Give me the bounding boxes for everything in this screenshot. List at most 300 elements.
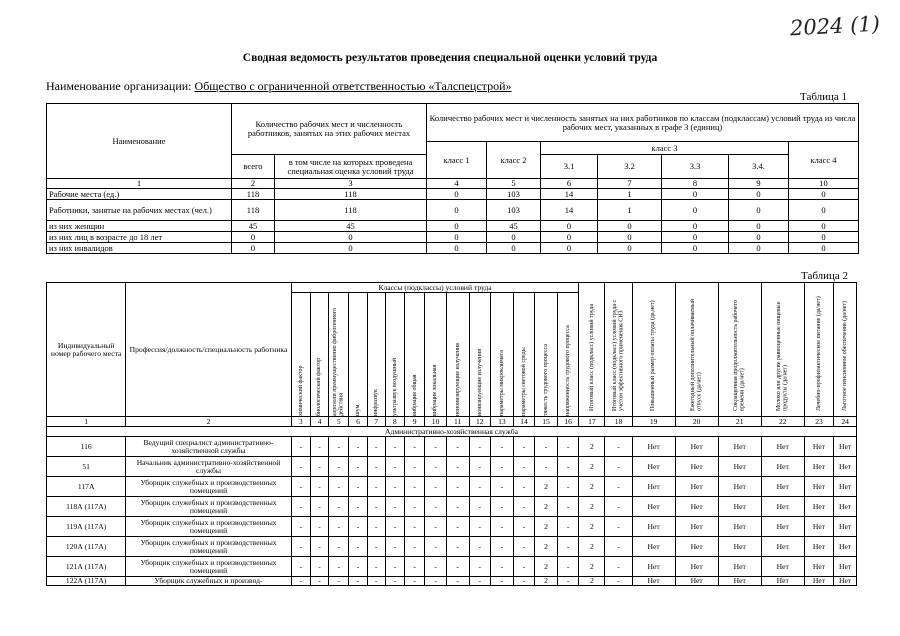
column-number-row — [47, 179, 859, 189]
table-cell: - — [557, 497, 579, 517]
table-cell: Нет — [675, 577, 718, 586]
table-cell: - — [385, 457, 404, 477]
table-cell: - — [425, 577, 447, 586]
organization-name: Общество с ограниченной ответственностью «Талспецстрой» — [194, 79, 512, 93]
header-sub: 3.2 — [598, 155, 662, 179]
profession: Уборщик служебных и производственных помещений — [126, 477, 291, 497]
column-number: 5 — [329, 417, 349, 427]
table-cell: - — [513, 517, 535, 537]
table-cell: Нет — [834, 477, 857, 497]
workplace-id: 116 — [47, 437, 126, 457]
table-cell: Нет — [632, 457, 675, 477]
table-cell: - — [329, 497, 349, 517]
table-cell: - — [605, 537, 632, 557]
workplace-id: 118А (117А) — [47, 497, 126, 517]
column-number: 4 — [427, 179, 487, 189]
column-number: 2 — [126, 417, 291, 427]
table-cell: - — [329, 517, 349, 537]
table-cell: - — [291, 437, 310, 457]
organization-label: Наименование организации: — [46, 79, 192, 93]
table-row — [47, 577, 857, 586]
table-cell: - — [425, 457, 447, 477]
table-cell: - — [310, 577, 328, 586]
column-number-row — [47, 417, 857, 427]
table-cell: - — [491, 457, 514, 477]
table-cell: - — [469, 557, 491, 577]
table-cell: - — [557, 537, 579, 557]
table-cell: Нет — [632, 517, 675, 537]
table-cell: Нет — [761, 557, 804, 577]
table-cell: - — [425, 497, 447, 517]
column-number: 9 — [729, 179, 789, 189]
header-factor: ультразвук воздушный — [385, 293, 404, 417]
table-cell: - — [329, 537, 349, 557]
table-row — [47, 477, 857, 497]
table-cell: Нет — [804, 437, 833, 457]
table-cell: 118 — [232, 200, 275, 221]
table-cell: - — [367, 557, 385, 577]
column-number: 14 — [513, 417, 535, 427]
table-cell: - — [557, 477, 579, 497]
table-cell: 2 — [579, 457, 605, 477]
table-cell: 0 — [729, 221, 789, 232]
table-cell: - — [291, 537, 310, 557]
column-number: 2 — [232, 179, 275, 189]
table-cell: - — [404, 497, 424, 517]
table-cell: - — [367, 517, 385, 537]
table-cell: Нет — [761, 517, 804, 537]
section-title: Административно-хозяйственная служба — [47, 427, 857, 437]
column-number: 3 — [275, 179, 427, 189]
column-number: 15 — [535, 417, 558, 427]
header-factor: Сокращенная продолжительность рабочего времени (да/нет) — [718, 283, 761, 417]
table-cell: - — [349, 537, 367, 557]
table-cell: - — [557, 557, 579, 577]
table-cell: - — [385, 497, 404, 517]
table-cell: - — [605, 517, 632, 537]
header-factor: напряженность трудового процесса — [557, 293, 579, 417]
table-cell: 1 — [598, 200, 662, 221]
table-cell: Нет — [718, 477, 761, 497]
table-cell: - — [491, 477, 514, 497]
table-cell: Нет — [718, 557, 761, 577]
table-cell: 118 — [275, 200, 427, 221]
table-cell: - — [310, 537, 328, 557]
table-cell: - — [469, 497, 491, 517]
workplace-id: 122А (117А) — [47, 577, 126, 586]
table-cell: Нет — [718, 517, 761, 537]
column-number: 8 — [385, 417, 404, 427]
table-cell: - — [557, 457, 579, 477]
table-cell: Нет — [761, 497, 804, 517]
table-cell: - — [385, 577, 404, 586]
table-cell: - — [310, 457, 328, 477]
table2-caption: Таблица 2 — [801, 270, 849, 282]
table-cell: - — [425, 517, 447, 537]
table-cell: - — [605, 557, 632, 577]
header-count: Количество рабочих мест и численность работников, занятых на этих рабочих местах — [232, 104, 427, 155]
table-cell: - — [469, 577, 491, 586]
table-cell: 0 — [541, 232, 598, 243]
table-cell: - — [469, 437, 491, 457]
section-row — [47, 427, 857, 437]
table-cell: Нет — [632, 437, 675, 457]
table-cell: Нет — [834, 557, 857, 577]
header-sub: 3.1 — [541, 155, 598, 179]
column-number: 22 — [761, 417, 804, 427]
column-number: 6 — [541, 179, 598, 189]
table-cell: - — [329, 477, 349, 497]
table-cell: Нет — [632, 577, 675, 586]
header-factor: Итоговый класс (подкласс) условий труда — [579, 283, 605, 417]
table-cell: Нет — [675, 437, 718, 457]
header-factor: Итоговый класс (подкласс) условий труда с учетом эффективного применения СИЗ — [605, 283, 632, 417]
column-number: 6 — [349, 417, 367, 427]
header-factor: шум — [349, 293, 367, 417]
header-classes: Классы (подклассы) условий труда — [291, 283, 579, 293]
table-cell: Нет — [804, 557, 833, 577]
table-cell: Нет — [761, 437, 804, 457]
profession: Уборщик служебных и производственных помещений — [126, 497, 291, 517]
table-cell: Нет — [834, 537, 857, 557]
header-factor: химический фактор — [291, 293, 310, 417]
table-cell: - — [469, 457, 491, 477]
table-cell: 0 — [662, 221, 729, 232]
table-cell: 45 — [232, 221, 275, 232]
column-number: 9 — [404, 417, 424, 427]
table-cell: Нет — [834, 517, 857, 537]
table-cell: 0 — [275, 232, 427, 243]
table-row — [47, 189, 859, 200]
column-number: 7 — [598, 179, 662, 189]
table-cell: 103 — [487, 200, 541, 221]
table-cell: - — [446, 437, 469, 457]
table-row — [47, 437, 857, 457]
table-cell: - — [425, 537, 447, 557]
header-factor: вибрация локальная — [425, 293, 447, 417]
table-cell: - — [367, 437, 385, 457]
header-class4: класс 4 — [789, 142, 859, 179]
column-number: 12 — [469, 417, 491, 427]
header-total: всего — [232, 155, 275, 179]
table-cell: 2 — [579, 517, 605, 537]
table-cell: Нет — [761, 577, 804, 586]
table-cell: 0 — [789, 243, 859, 254]
table-cell: Нет — [834, 457, 857, 477]
table-cell: 118 — [275, 189, 427, 200]
workplace-id: 117А — [47, 477, 126, 497]
table-cell: 0 — [729, 232, 789, 243]
table-cell: Нет — [834, 497, 857, 517]
table-cell: - — [469, 537, 491, 557]
column-number: 4 — [310, 417, 328, 427]
table-cell: 0 — [598, 243, 662, 254]
table-row — [47, 497, 857, 517]
header-classes: Количество рабочих мест и численность занятых на них работников по классам (подклассам) условий труда из числа рабочих мест, указанных в графе 3 (единиц) — [427, 104, 859, 142]
table-cell: - — [367, 537, 385, 557]
table-cell: - — [291, 457, 310, 477]
table-cell: - — [310, 477, 328, 497]
table-cell: Нет — [718, 437, 761, 457]
table-cell: 0 — [487, 243, 541, 254]
table-row — [47, 200, 859, 221]
table-cell: 2 — [535, 557, 558, 577]
table-cell: - — [385, 557, 404, 577]
table-cell: - — [446, 577, 469, 586]
table-cell: 2 — [535, 497, 558, 517]
table-cell: - — [535, 437, 558, 457]
table-cell: - — [349, 477, 367, 497]
table-cell: - — [310, 497, 328, 517]
table-cell: - — [605, 497, 632, 517]
table-cell: - — [310, 437, 328, 457]
column-number: 10 — [789, 179, 859, 189]
header-factor: ионизирующие излучения — [469, 293, 491, 417]
table-cell: 45 — [275, 221, 427, 232]
table-cell: 0 — [427, 189, 487, 200]
table-cell: - — [349, 457, 367, 477]
header-factor: параметры микроклимата — [491, 293, 514, 417]
table-cell: - — [349, 497, 367, 517]
table-cell: 2 — [579, 437, 605, 457]
table-cell: Нет — [718, 457, 761, 477]
header-workplace-id: Индивидуальный номер рабочего места — [47, 283, 126, 417]
table-cell: 0 — [541, 243, 598, 254]
table-cell: 2 — [579, 557, 605, 577]
column-number: 17 — [579, 417, 605, 427]
header-class3: класс 3 — [541, 142, 789, 155]
table-cell: - — [367, 577, 385, 586]
profession: Уборщик служебных и производственных помещений — [126, 557, 291, 577]
profession: Ведущий специалист административно-хозяйственной службы — [126, 437, 291, 457]
table-cell: - — [385, 517, 404, 537]
table-cell: - — [291, 477, 310, 497]
profession: Уборщик служебных и производ- — [126, 577, 291, 586]
table-cell: - — [446, 517, 469, 537]
column-number: 3 — [291, 417, 310, 427]
table-cell: 0 — [598, 221, 662, 232]
table-cell: Нет — [834, 577, 857, 586]
profession: Уборщик служебных и производственных помещений — [126, 517, 291, 537]
table-cell: - — [425, 477, 447, 497]
table-cell: - — [446, 497, 469, 517]
column-number: 24 — [834, 417, 857, 427]
workplace-id: 51 — [47, 457, 126, 477]
column-number: 18 — [605, 417, 632, 427]
table-cell: - — [329, 577, 349, 586]
table-cell: - — [404, 477, 424, 497]
column-number: 7 — [367, 417, 385, 427]
table-cell: - — [425, 437, 447, 457]
table-cell: 2 — [579, 497, 605, 517]
column-number: 16 — [557, 417, 579, 427]
table-cell: - — [367, 477, 385, 497]
row-label: из них женщин — [47, 221, 232, 232]
column-number: 11 — [446, 417, 469, 427]
header-factor: аэрозоли преимущественно фиброгенного действия — [329, 293, 349, 417]
table-cell: 0 — [662, 232, 729, 243]
table-row — [47, 517, 857, 537]
table-cell: - — [557, 577, 579, 586]
table-cell: 0 — [789, 232, 859, 243]
table-cell: - — [385, 477, 404, 497]
summary-table — [46, 103, 859, 254]
table-cell: Нет — [675, 517, 718, 537]
table-cell: - — [446, 477, 469, 497]
profession: Уборщик служебных и производственных помещений — [126, 537, 291, 557]
table-cell: 0 — [729, 189, 789, 200]
table-cell: 0 — [232, 232, 275, 243]
table-cell: 118 — [232, 189, 275, 200]
header-factor: вибрация общая — [404, 293, 424, 417]
header-factor: инфразвук — [367, 293, 385, 417]
table-cell: - — [291, 577, 310, 586]
table-cell: Нет — [632, 557, 675, 577]
column-number: 19 — [632, 417, 675, 427]
table-cell: - — [491, 577, 514, 586]
table-cell: - — [310, 517, 328, 537]
table-cell: 0 — [789, 200, 859, 221]
table-cell: Нет — [804, 477, 833, 497]
table-cell: 0 — [427, 243, 487, 254]
table-cell: - — [513, 497, 535, 517]
table-cell: - — [446, 457, 469, 477]
table-cell: - — [557, 517, 579, 537]
table-cell: - — [385, 437, 404, 457]
row-label: Работники, занятые на рабочих местах (чел.) — [47, 200, 232, 221]
table-cell: Нет — [718, 497, 761, 517]
table-cell: - — [491, 437, 514, 457]
table-cell: - — [404, 557, 424, 577]
table-cell: - — [605, 437, 632, 457]
table-cell: 0 — [427, 221, 487, 232]
column-number: 5 — [487, 179, 541, 189]
table-cell: - — [367, 497, 385, 517]
table-cell: 0 — [427, 200, 487, 221]
table-cell: - — [349, 517, 367, 537]
column-number: 21 — [718, 417, 761, 427]
table-cell: 14 — [541, 200, 598, 221]
table-cell: - — [491, 537, 514, 557]
table-cell: - — [605, 477, 632, 497]
header-factor: биологический фактор — [310, 293, 328, 417]
header-sub: 3.3 — [662, 155, 729, 179]
header-factor: неионизирующие излучения — [446, 293, 469, 417]
table-cell: 2 — [535, 577, 558, 586]
header-factor: Лечебно-профилактическое питание (да/нет) — [804, 283, 833, 417]
table-cell: Нет — [718, 537, 761, 557]
header-class1: класс 1 — [427, 142, 487, 179]
table-cell: Нет — [804, 517, 833, 537]
table-cell: Нет — [804, 497, 833, 517]
column-number: 8 — [662, 179, 729, 189]
table-cell: - — [349, 437, 367, 457]
table-cell: 45 — [487, 221, 541, 232]
table-cell: - — [425, 557, 447, 577]
table-cell: 2 — [535, 517, 558, 537]
column-number: 13 — [491, 417, 514, 427]
table-cell: 0 — [789, 221, 859, 232]
table-cell: Нет — [675, 457, 718, 477]
table-cell: - — [491, 517, 514, 537]
table-cell: 0 — [541, 221, 598, 232]
table-cell: - — [446, 537, 469, 557]
table-row — [47, 232, 859, 243]
table-cell: - — [310, 557, 328, 577]
table-cell: - — [349, 577, 367, 586]
table-cell: - — [446, 557, 469, 577]
table-cell: Нет — [761, 477, 804, 497]
header-included: в том числе на которых проведена специальная оценка условий труда — [275, 155, 427, 179]
table-cell: - — [513, 557, 535, 577]
table-row — [47, 243, 859, 254]
table-cell: - — [349, 557, 367, 577]
table-cell: 0 — [662, 243, 729, 254]
header-class2: класс 2 — [487, 142, 541, 179]
workplace-id: 120А (117А) — [47, 537, 126, 557]
table-cell: 0 — [729, 243, 789, 254]
table-cell: Нет — [675, 537, 718, 557]
table-cell: 0 — [487, 232, 541, 243]
table-cell: - — [513, 457, 535, 477]
header-sub: 3.4. — [729, 155, 789, 179]
table-cell: 2 — [535, 537, 558, 557]
table-cell: - — [329, 457, 349, 477]
table-cell: Нет — [675, 557, 718, 577]
table-cell: - — [329, 437, 349, 457]
header-factor: Молоко или другие равноценные пищевые продукты (да/нет) — [761, 283, 804, 417]
header-factor: Ежегодный дополнительный оплачиваемый отпуск (да/нет) — [675, 283, 718, 417]
table-cell: - — [404, 437, 424, 457]
table-cell: - — [404, 517, 424, 537]
table-cell: 2 — [579, 477, 605, 497]
table-cell: Нет — [804, 577, 833, 586]
column-number: 20 — [675, 417, 718, 427]
table-cell: 0 — [427, 232, 487, 243]
table-cell: 0 — [789, 189, 859, 200]
table-cell: - — [469, 477, 491, 497]
table-cell: 2 — [579, 537, 605, 557]
table-cell: - — [605, 577, 632, 586]
table-cell: Нет — [632, 537, 675, 557]
table-cell: - — [404, 577, 424, 586]
header-factor: параметры световой среды — [513, 293, 535, 417]
table-cell: - — [513, 477, 535, 497]
table-cell: 0 — [662, 200, 729, 221]
table-cell: - — [513, 437, 535, 457]
table-cell: - — [291, 517, 310, 537]
header-factor: Повышенный размер оплаты труда (да,нет) — [632, 283, 675, 417]
table-row — [47, 221, 859, 232]
table-cell: - — [491, 497, 514, 517]
table-cell: 103 — [487, 189, 541, 200]
table-cell: Нет — [675, 497, 718, 517]
table-cell: 2 — [535, 477, 558, 497]
table-cell: 0 — [729, 200, 789, 221]
workplace-id: 119А (117А) — [47, 517, 126, 537]
row-label: из них лиц в возрасте до 18 лет — [47, 232, 232, 243]
table-cell: Нет — [675, 477, 718, 497]
table1-caption: Таблица 1 — [800, 91, 848, 103]
table-cell: - — [329, 557, 349, 577]
table-cell: Нет — [632, 477, 675, 497]
table-cell: - — [385, 537, 404, 557]
table-cell: - — [513, 537, 535, 557]
header-factor: Льготное пенсионное обеспечение (да/нет) — [834, 283, 857, 417]
table-cell: Нет — [718, 577, 761, 586]
table-cell: - — [535, 457, 558, 477]
row-label: из них инвалидов — [47, 243, 232, 254]
